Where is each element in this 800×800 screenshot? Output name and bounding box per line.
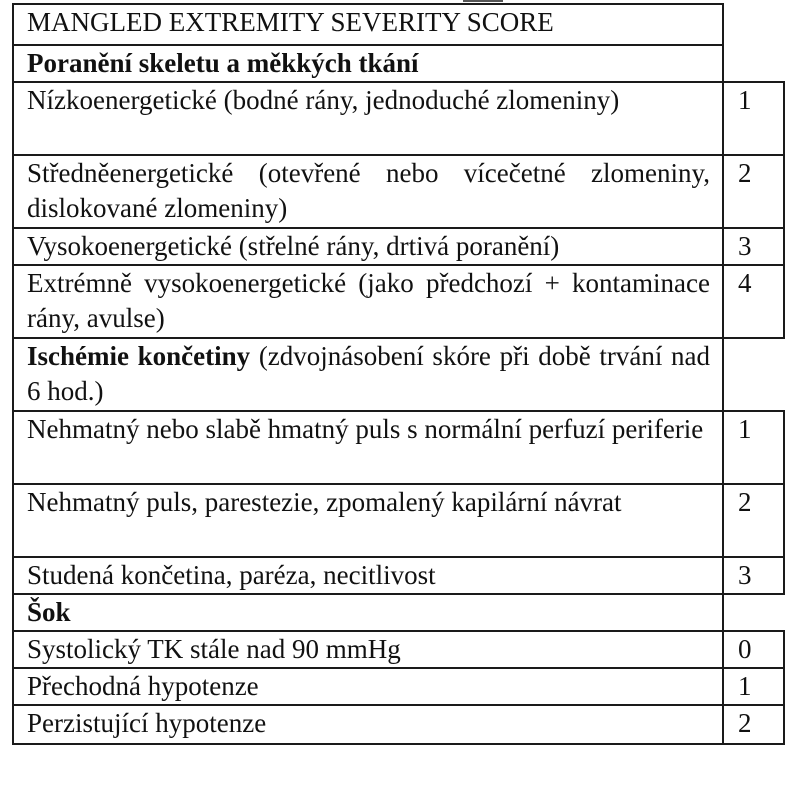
section-heading-shock: Šok [13,594,723,631]
score-value: 1 [723,668,784,705]
score-value: 2 [723,705,784,744]
section-heading-row [13,338,784,411]
criterion-text: Vysokoenergetické (střelné rány, drtivá poranění) [13,228,723,265]
table-row [13,228,784,265]
score-value: 1 [723,82,784,155]
criterion-text: Studená končetina, paréza, necitlivost [13,557,723,594]
empty-cell [723,4,784,45]
criterion-text: Nízkoenergetické (bodné rány, jednoduché zlomeniny) [13,82,723,155]
table-row [13,411,784,484]
criterion-text: Přechodná hypotenze [13,668,723,705]
section-heading-note: (zdvojnásobení skóre při době trvání nad 6 hod.) [27,341,711,406]
table-row [13,155,784,228]
section-heading-skeleton: Poranění skeletu a měkkých tkání [13,45,723,82]
score-value: 1 [723,411,784,484]
table-row [13,631,784,668]
criterion-text: Nehmatný nebo slabě hmatný puls s normální perfuzí periferie [13,411,723,484]
table-title-row [13,4,784,45]
score-value: 4 [723,265,784,338]
score-value: 3 [723,557,784,594]
criterion-text: Systolický TK stále nad 90 mmHg [13,631,723,668]
table-row [13,557,784,594]
section-heading-row [13,45,784,82]
score-value: 0 [723,631,784,668]
criterion-text: Extrémně vysokoenergetické (jako předchozí + kontaminace rány, avulse) [13,265,723,338]
empty-cell [723,45,784,82]
table-row [13,265,784,338]
score-value: 2 [723,155,784,228]
section-heading-ischemia: Ischémie končetiny (zdvojnásobení skóre při době trvání nad 6 hod.) [13,338,723,411]
criterion-text: Perzistující hypotenze [13,705,723,744]
score-value: 2 [723,484,784,557]
mess-score-table [12,3,785,745]
table-row [13,82,784,155]
table-row [13,484,784,557]
table-title: MANGLED EXTREMITY SEVERITY SCORE [13,4,723,45]
empty-cell [723,338,784,411]
section-heading-row [13,594,784,631]
criterion-text: Středněenergetické (otevřené nebo vícečetné zlomeniny, dislokované zlomeniny) [13,155,723,228]
empty-cell [723,594,784,631]
table-row [13,705,784,744]
score-value: 3 [723,228,784,265]
criterion-text: Nehmatný puls, parestezie, zpomalený kapilární návrat [13,484,723,557]
table-row [13,668,784,705]
